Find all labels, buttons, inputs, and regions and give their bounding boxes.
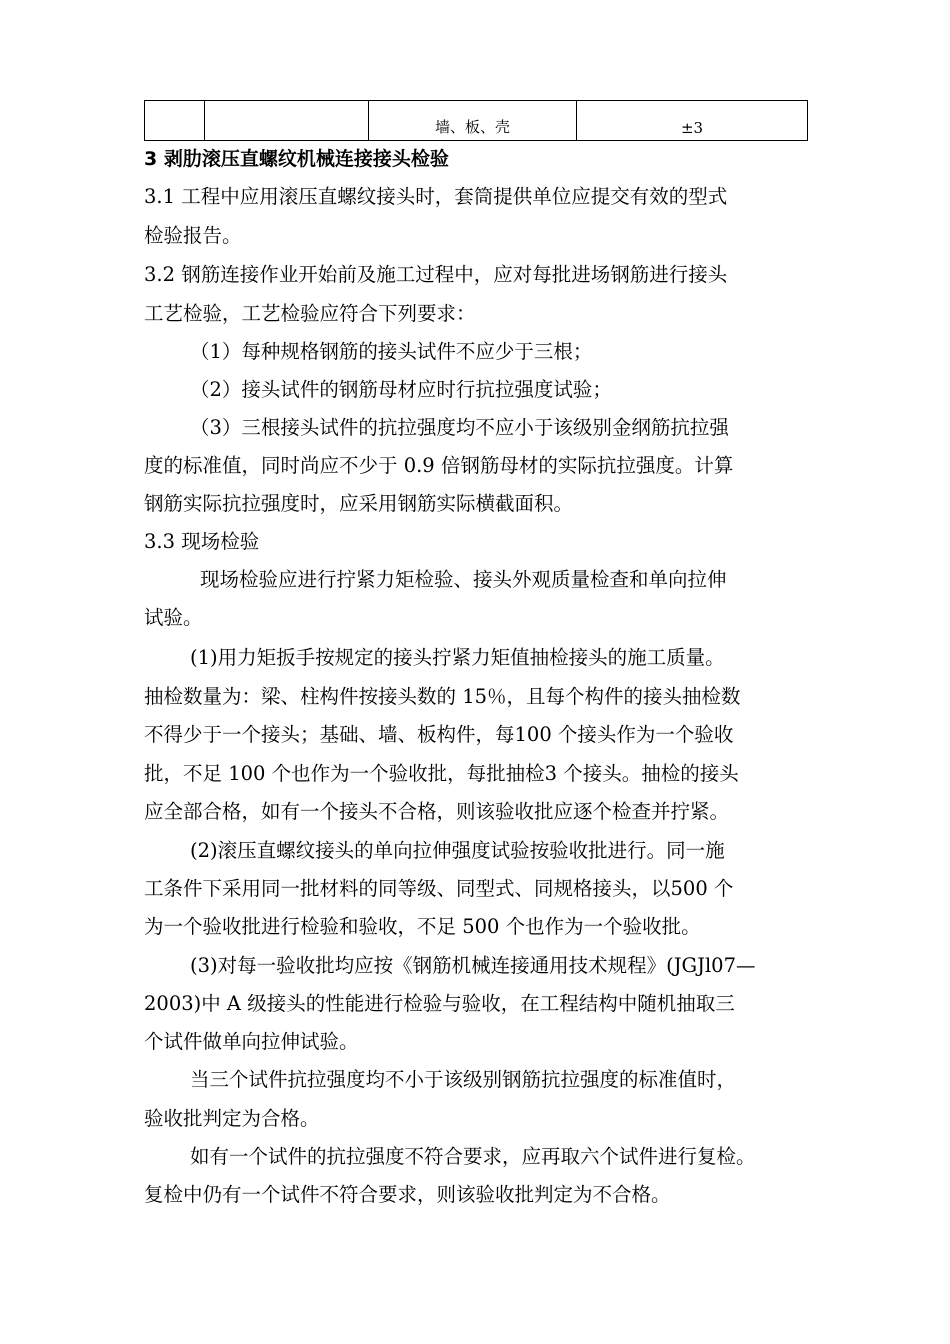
- paragraph-line: 当三个试件抗拉强度均不小于该级别钢筋抗拉强度的标准值时，: [190, 1068, 737, 1091]
- paragraph-line: 批，不足 100 个也作为一个验收批，每批抽检3 个接头。抽检的接头: [144, 762, 739, 785]
- table-cell: 墙、板、壳: [369, 101, 577, 141]
- paragraph-line: 3.2 钢筋连接作业开始前及施工过程中，应对每批进场钢筋进行接头: [144, 263, 728, 286]
- table-cell: ±3: [577, 101, 808, 141]
- paragraph-line: 应全部合格，如有一个接头不合格，则该验收批应逐个检查并拧紧。: [144, 800, 730, 823]
- paragraph-line: 3.1 工程中应用滚压直螺纹接头时，套筒提供单位应提交有效的型式: [144, 185, 728, 208]
- list-item: （2）接头试件的钢筋母材应时行抗拉强度试验；: [190, 378, 612, 401]
- paragraph-line: 度的标准值，同时尚应不少于 0.9 倍钢筋母材的实际抗拉强度。计算: [144, 454, 734, 477]
- paragraph-line: 如有一个试件的抗拉强度不符合要求，应再取六个试件进行复检。: [190, 1145, 756, 1168]
- paragraph-line: 抽检数量为：梁、柱构件按接头数的 15％，且每个构件的接头抽检数: [144, 685, 741, 708]
- paragraph-line: 现场检验应进行拧紧力矩检验、接头外观质量检查和单向拉伸: [200, 568, 727, 591]
- paragraph-line: 验收批判定为合格。: [144, 1107, 320, 1130]
- paragraph-line: 工艺检验，工艺检验应符合下列要求：: [144, 302, 476, 325]
- paragraph-line: 试验。: [144, 606, 203, 629]
- table-row: [145, 101, 808, 141]
- paragraph-line: 复检中仍有一个试件不符合要求，则该验收批判定为不合格。: [144, 1183, 671, 1206]
- list-item: （1）每种规格钢筋的接头试件不应少于三根；: [190, 340, 593, 363]
- paragraph-line: 检验报告。: [144, 224, 242, 247]
- paragraph-line: 钢筋实际抗拉强度时，应采用钢筋实际横截面积。: [144, 492, 574, 515]
- paragraph-line: 个试件做单向拉伸试验。: [144, 1030, 359, 1053]
- paragraph-line: (3)对每一验收批均应按《钢筋机械连接通用技术规程》(JGJl07—: [190, 954, 756, 977]
- paragraph-line: 不得少于一个接头；基础、墙、板构件，每100 个接头作为一个验收: [144, 723, 734, 746]
- paragraph-line: 工条件下采用同一批材料的同等级、同型式、同规格接头，以500 个: [144, 877, 734, 900]
- list-item: （3）三根接头试件的抗拉强度均不应小于该级别金纲筋抗拉强: [190, 416, 729, 439]
- paragraph-line: (1)用力矩扳手按规定的接头拧紧力矩值抽检接头的施工质量。: [190, 646, 725, 669]
- paragraph-line: 为一个验收批进行检验和验收，不足 500 个也作为一个验收批。: [144, 915, 701, 938]
- paragraph-line: (2)滚压直螺纹接头的单向拉伸强度试验按验收批进行。同一施: [190, 839, 725, 862]
- table-fragment: [144, 100, 808, 141]
- section-heading: 3 剥肋滚压直螺纹机械连接接头检验: [144, 148, 449, 170]
- subsection-heading: 3.3 现场检验: [144, 530, 260, 553]
- table-cell: [145, 101, 205, 141]
- table-cell: [205, 101, 369, 141]
- paragraph-line: 2003)中 A 级接头的性能进行检验与验收，在工程结构中随机抽取三: [144, 992, 735, 1015]
